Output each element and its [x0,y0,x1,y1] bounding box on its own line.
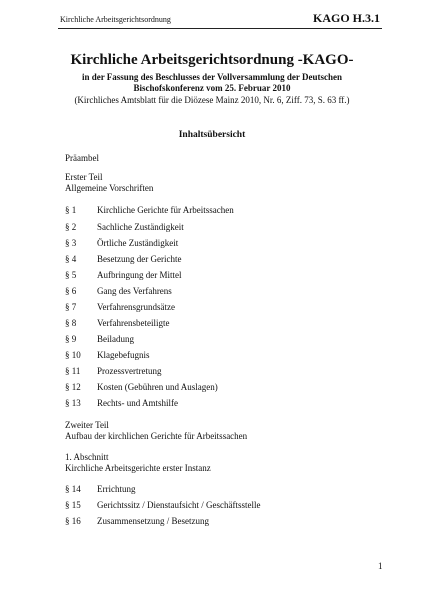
toc-section-number: § 9 [65,334,77,344]
toc-section-number: § 2 [65,222,77,232]
part-1-label: Erster Teil [65,172,103,182]
document-code: KAGO H.3.1 [312,11,380,25]
toc-section-title: Klagebefugnis [97,350,150,360]
toc-section-number: § 3 [65,238,77,248]
toc-section-number: § 12 [65,382,81,392]
toc-section-title: Prozessvertretung [97,366,162,376]
toc-section-title: Örtliche Zuständigkeit [97,238,179,248]
document-title: Kirchliche Arbeitsgerichtsordnung -KAGO- [70,52,354,68]
page-number: 1 [378,561,383,571]
part-2-label: Zweiter Teil [65,420,109,430]
toc-section-title: Zusammensetzung / Besetzung [97,516,209,526]
section-1-label: 1. Abschnitt [65,452,109,462]
toc-section-number: § 1 [65,205,77,215]
toc-section-number: § 16 [65,516,81,526]
running-header-title: Kirchliche Arbeitsgerichtsordnung [60,15,171,24]
toc-heading: Inhaltsübersicht [178,130,246,140]
toc-section-number: § 4 [65,254,77,264]
toc-section-title: Rechts- und Amtshilfe [97,398,178,408]
toc-section-title: Kirchliche Gerichte für Arbeitssachen [97,205,234,215]
toc-section-number: § 14 [65,484,81,494]
toc-section-number: § 5 [65,270,77,280]
subtitle-line-1: in der Fassung des Beschlusses der Vollversammlung der Deutschen [81,72,343,82]
toc-section-title: Sachliche Zuständigkeit [97,222,184,232]
toc-section-title: Besetzung der Gerichte [97,254,182,264]
toc-section-title: Kosten (Gebühren und Auslagen) [97,382,218,392]
toc-section-title: Errichtung [97,484,136,494]
header-divider [58,28,382,29]
toc-section-number: § 13 [65,398,81,408]
toc-section-number: § 7 [65,302,77,312]
subtitle-line-2: Bischofskonferenz vom 25. Februar 2010 [133,83,291,93]
toc-section-number: § 10 [65,350,81,360]
toc-section-title: Beiladung [97,334,134,344]
part-2-title: Aufbau der kirchlichen Gerichte für Arbeitssachen [65,431,248,441]
toc-section-title: Verfahrensbeteiligte [97,318,170,328]
part-1-title: Allgemeine Vorschriften [65,183,154,193]
toc-section-title: Verfahrensgrundsätze [97,302,175,312]
toc-section-number: § 8 [65,318,77,328]
toc-section-number: § 15 [65,500,81,510]
source-note: (Kirchliches Amtsblatt für die Diözese Mainz 2010, Nr. 6, Ziff. 73, S. 63 ff.) [74,95,350,105]
preamble-entry: Präambel [65,153,99,163]
toc-section-title: Gang des Verfahrens [97,286,172,296]
toc-section-number: § 11 [65,366,81,376]
toc-section-title: Aufbringung der Mittel [97,270,182,280]
section-1-title: Kirchliche Arbeitsgerichte erster Instanz [65,463,211,473]
toc-section-title: Gerichtssitz / Dienstaufsicht / Geschäftsstelle [97,500,261,510]
toc-section-number: § 6 [65,286,77,296]
